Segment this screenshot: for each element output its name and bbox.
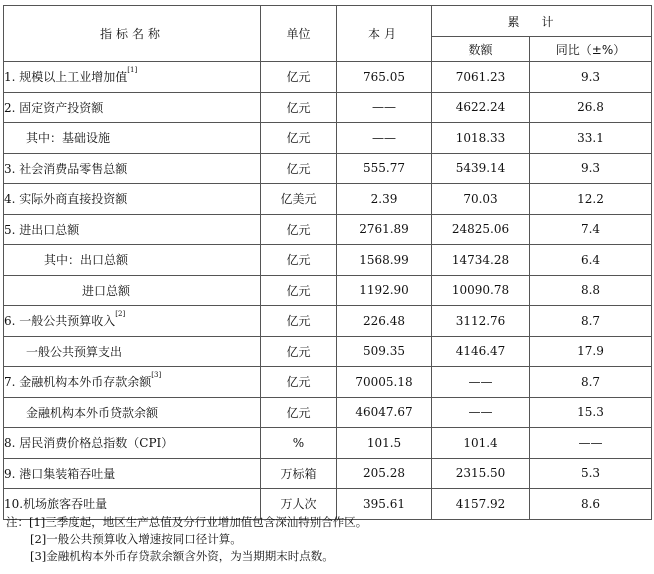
cell-this-month-text: 101.5	[366, 435, 402, 450]
cell-yoy	[530, 153, 652, 184]
cell-this-month-text: ——	[372, 100, 396, 115]
cell-indicator-name	[4, 336, 261, 367]
cell-this-month-text: 1192.90	[359, 283, 409, 298]
cell-unit-text: 亿美元	[280, 192, 317, 207]
cell-yoy	[530, 92, 652, 123]
table-row	[4, 214, 652, 245]
cell-cumulative-amount-text: 4146.47	[455, 344, 506, 359]
cell-unit-text: 亿元	[286, 222, 311, 237]
footnote-3: [3]金融机构本外币存贷款余额含外资，为当期期末时点数。	[30, 549, 334, 563]
cell-indicator-name-text: 7. 金融机构本外币存款余额	[4, 375, 152, 390]
cell-this-month-text: 1568.99	[359, 252, 409, 267]
cell-indicator-name	[4, 184, 261, 215]
cell-yoy	[530, 275, 652, 306]
header-cumulative: 累计	[432, 6, 652, 37]
cell-indicator-name-text: 6. 一般公共预算收入	[4, 314, 116, 329]
cell-cumulative-amount-text: 14734.28	[451, 252, 510, 267]
cell-this-month	[337, 62, 432, 93]
cell-yoy-text: 6.4	[580, 252, 601, 267]
cell-indicator-name-text: 一般公共预算支出	[26, 344, 123, 359]
cell-this-month	[337, 458, 432, 489]
table-row	[4, 62, 652, 93]
cell-cumulative-amount-text: 70.03	[463, 191, 498, 206]
cell-indicator-name	[4, 397, 261, 428]
cell-indicator-name-text: 其中：基础设施	[26, 131, 111, 146]
cell-indicator-name	[4, 92, 261, 123]
statistics-table	[3, 5, 652, 520]
footnotes	[6, 514, 367, 565]
cell-yoy-text: 7.4	[580, 222, 601, 237]
cell-unit	[261, 184, 337, 215]
cell-cumulative-amount-text: 3112.76	[455, 313, 506, 328]
cell-cumulative-amount	[432, 62, 530, 93]
cell-cumulative-amount-text: 1018.33	[455, 130, 506, 145]
cell-cumulative-amount	[432, 92, 530, 123]
cell-indicator-name	[4, 245, 261, 276]
cell-cumulative-amount	[432, 397, 530, 428]
cell-yoy-text: 5.3	[580, 466, 601, 481]
cell-this-month-text: 509.35	[363, 344, 405, 359]
cell-unit-text: 亿元	[286, 314, 311, 329]
cell-unit-text: 亿元	[286, 375, 311, 390]
cell-yoy	[530, 367, 652, 398]
cell-unit-text: 亿元	[286, 100, 311, 115]
cell-yoy-text: ——	[578, 435, 603, 450]
table-row	[4, 245, 652, 276]
cell-this-month-text: 70005.18	[355, 374, 413, 389]
footnote-line-2	[6, 531, 367, 548]
cell-cumulative-amount-text: ——	[468, 374, 493, 389]
cell-unit-text: 亿元	[286, 344, 311, 359]
cell-this-month	[337, 214, 432, 245]
header-unit: 单位	[261, 6, 337, 62]
cell-cumulative-amount-text: 4622.24	[455, 100, 506, 115]
table-row	[4, 153, 652, 184]
cell-indicator-name	[4, 123, 261, 154]
cell-unit	[261, 153, 337, 184]
cell-yoy	[530, 62, 652, 93]
cell-cumulative-amount	[432, 458, 530, 489]
cell-this-month	[337, 153, 432, 184]
footnote-marker: [2]	[115, 310, 126, 319]
cell-unit-text: 亿元	[286, 405, 311, 420]
footnote-1: [1]三季度起，地区生产总值及分行业增加值包含深汕特别合作区。	[29, 515, 368, 529]
cell-this-month-text: 2.39	[370, 191, 398, 206]
cell-cumulative-amount	[432, 275, 530, 306]
cell-indicator-name-text: 进口总额	[82, 283, 131, 298]
cell-indicator-name-text: 其中：出口总额	[44, 253, 129, 268]
cell-unit	[261, 458, 337, 489]
cell-this-month-text: 555.77	[363, 161, 405, 176]
header-yoy: 同比（±%）	[530, 37, 652, 62]
cell-cumulative-amount-text: 2315.50	[455, 466, 506, 481]
cell-yoy-text: 8.8	[580, 283, 601, 298]
cell-unit-text: 亿元	[286, 283, 311, 298]
table-row	[4, 92, 652, 123]
cell-unit-text: 万标箱	[280, 466, 317, 481]
footnote-label: 注：	[6, 515, 29, 529]
cell-indicator-name-text: 1. 规模以上工业增加值	[4, 70, 128, 85]
cell-unit	[261, 245, 337, 276]
cell-cumulative-amount	[432, 489, 530, 520]
cell-unit	[261, 306, 337, 337]
cell-this-month	[337, 428, 432, 459]
cell-indicator-name	[4, 275, 261, 306]
cell-this-month	[337, 92, 432, 123]
cell-yoy-text: 26.8	[577, 100, 604, 115]
cell-cumulative-amount-text: 5439.14	[455, 161, 506, 176]
cell-cumulative-amount	[432, 336, 530, 367]
cell-unit-text: 亿元	[286, 253, 311, 268]
cell-cumulative-amount	[432, 123, 530, 154]
cell-cumulative-amount-text: 4157.92	[455, 496, 506, 511]
table-row	[4, 428, 652, 459]
cell-this-month	[337, 336, 432, 367]
cell-cumulative-amount	[432, 428, 530, 459]
cell-cumulative-amount-text: ——	[468, 405, 493, 420]
cell-this-month-text: 765.05	[363, 69, 405, 84]
cell-unit	[261, 397, 337, 428]
cell-yoy-text: 12.2	[577, 191, 604, 206]
cell-yoy-text: 9.3	[580, 69, 601, 84]
cell-unit-text: 亿元	[286, 161, 311, 176]
cell-this-month-text: 395.61	[363, 496, 405, 511]
cell-unit-text: %	[292, 435, 305, 450]
cell-yoy	[530, 123, 652, 154]
cell-this-month-text: 226.48	[363, 313, 405, 328]
cell-indicator-name	[4, 214, 261, 245]
cell-yoy	[530, 336, 652, 367]
cell-unit	[261, 367, 337, 398]
cell-indicator-name-text: 金融机构本外币贷款余额	[26, 405, 159, 420]
table-row	[4, 367, 652, 398]
cell-indicator-name	[4, 62, 261, 93]
cell-yoy-text: 9.3	[580, 161, 601, 176]
cell-indicator-name-text: 9. 港口集装箱吞吐量	[4, 466, 116, 481]
cell-unit	[261, 214, 337, 245]
table-row	[4, 336, 652, 367]
cell-this-month	[337, 275, 432, 306]
cell-indicator-name	[4, 367, 261, 398]
footnote-line-1	[6, 514, 367, 531]
cell-indicator-name-text: 4. 实际外商直接投资额	[4, 192, 128, 207]
cell-indicator-name	[4, 428, 261, 459]
table-row	[4, 275, 652, 306]
table-row	[4, 306, 652, 337]
cell-cumulative-amount-text: 24825.06	[451, 222, 510, 237]
cell-indicator-name-text: 2. 固定资产投资额	[4, 100, 104, 115]
cell-indicator-name	[4, 458, 261, 489]
cell-indicator-name	[4, 153, 261, 184]
cell-unit	[261, 62, 337, 93]
cell-unit-text: 亿元	[286, 131, 311, 146]
table-row	[4, 123, 652, 154]
cell-yoy	[530, 214, 652, 245]
cell-indicator-name-text: 10.机场旅客吞吐量	[4, 497, 108, 512]
cell-unit	[261, 92, 337, 123]
cell-unit-text: 亿元	[286, 70, 311, 85]
cell-unit	[261, 275, 337, 306]
cell-yoy	[530, 489, 652, 520]
footnote-marker: [1]	[127, 66, 138, 75]
cell-indicator-name-text: 8. 居民消费价格总指数（CPI）	[4, 436, 174, 451]
header-amount: 数额	[432, 37, 530, 62]
header-this-month: 本月	[337, 6, 432, 62]
footnote-2: [2]一般公共预算收入增速按同口径计算。	[30, 532, 242, 546]
cell-cumulative-amount	[432, 245, 530, 276]
cell-yoy-text: 8.6	[580, 496, 601, 511]
cell-this-month-text: 2761.89	[359, 222, 409, 237]
cell-cumulative-amount-text: 101.4	[463, 435, 498, 450]
cell-unit	[261, 123, 337, 154]
footnote-line-3	[6, 548, 367, 565]
cell-yoy	[530, 306, 652, 337]
cell-yoy-text: 8.7	[580, 313, 601, 328]
cell-this-month	[337, 184, 432, 215]
cell-yoy-text: 8.7	[580, 374, 601, 389]
cell-cumulative-amount	[432, 306, 530, 337]
cell-indicator-name-text: 5. 进出口总额	[4, 222, 80, 237]
table-row	[4, 397, 652, 428]
cell-indicator-name	[4, 306, 261, 337]
cell-this-month	[337, 123, 432, 154]
cell-yoy	[530, 184, 652, 215]
cell-cumulative-amount	[432, 184, 530, 215]
cell-yoy	[530, 428, 652, 459]
table-body	[4, 62, 652, 520]
cell-unit-text: 万人次	[280, 497, 317, 512]
cell-this-month	[337, 306, 432, 337]
cell-yoy-text: 15.3	[577, 405, 604, 420]
cell-this-month	[337, 245, 432, 276]
cell-cumulative-amount	[432, 153, 530, 184]
cell-yoy-text: 17.9	[577, 344, 604, 359]
cell-yoy	[530, 458, 652, 489]
cell-yoy	[530, 397, 652, 428]
table-row	[4, 184, 652, 215]
header-indicator-name: 指标名称	[4, 6, 261, 62]
cell-this-month-text: 205.28	[363, 466, 405, 481]
cell-indicator-name-text: 3. 社会消费品零售总额	[4, 161, 128, 176]
cell-this-month-text: 46047.67	[355, 405, 413, 420]
cell-yoy-text: 33.1	[577, 130, 604, 145]
cell-this-month	[337, 367, 432, 398]
footnote-marker: [3]	[151, 371, 162, 380]
cell-unit	[261, 428, 337, 459]
cell-unit	[261, 336, 337, 367]
cell-cumulative-amount	[432, 214, 530, 245]
cell-cumulative-amount-text: 10090.78	[451, 283, 510, 298]
table-row	[4, 458, 652, 489]
cell-cumulative-amount	[432, 367, 530, 398]
cell-this-month	[337, 397, 432, 428]
cell-yoy	[530, 245, 652, 276]
cell-this-month-text: ——	[372, 130, 396, 145]
cell-cumulative-amount-text: 7061.23	[455, 69, 506, 84]
